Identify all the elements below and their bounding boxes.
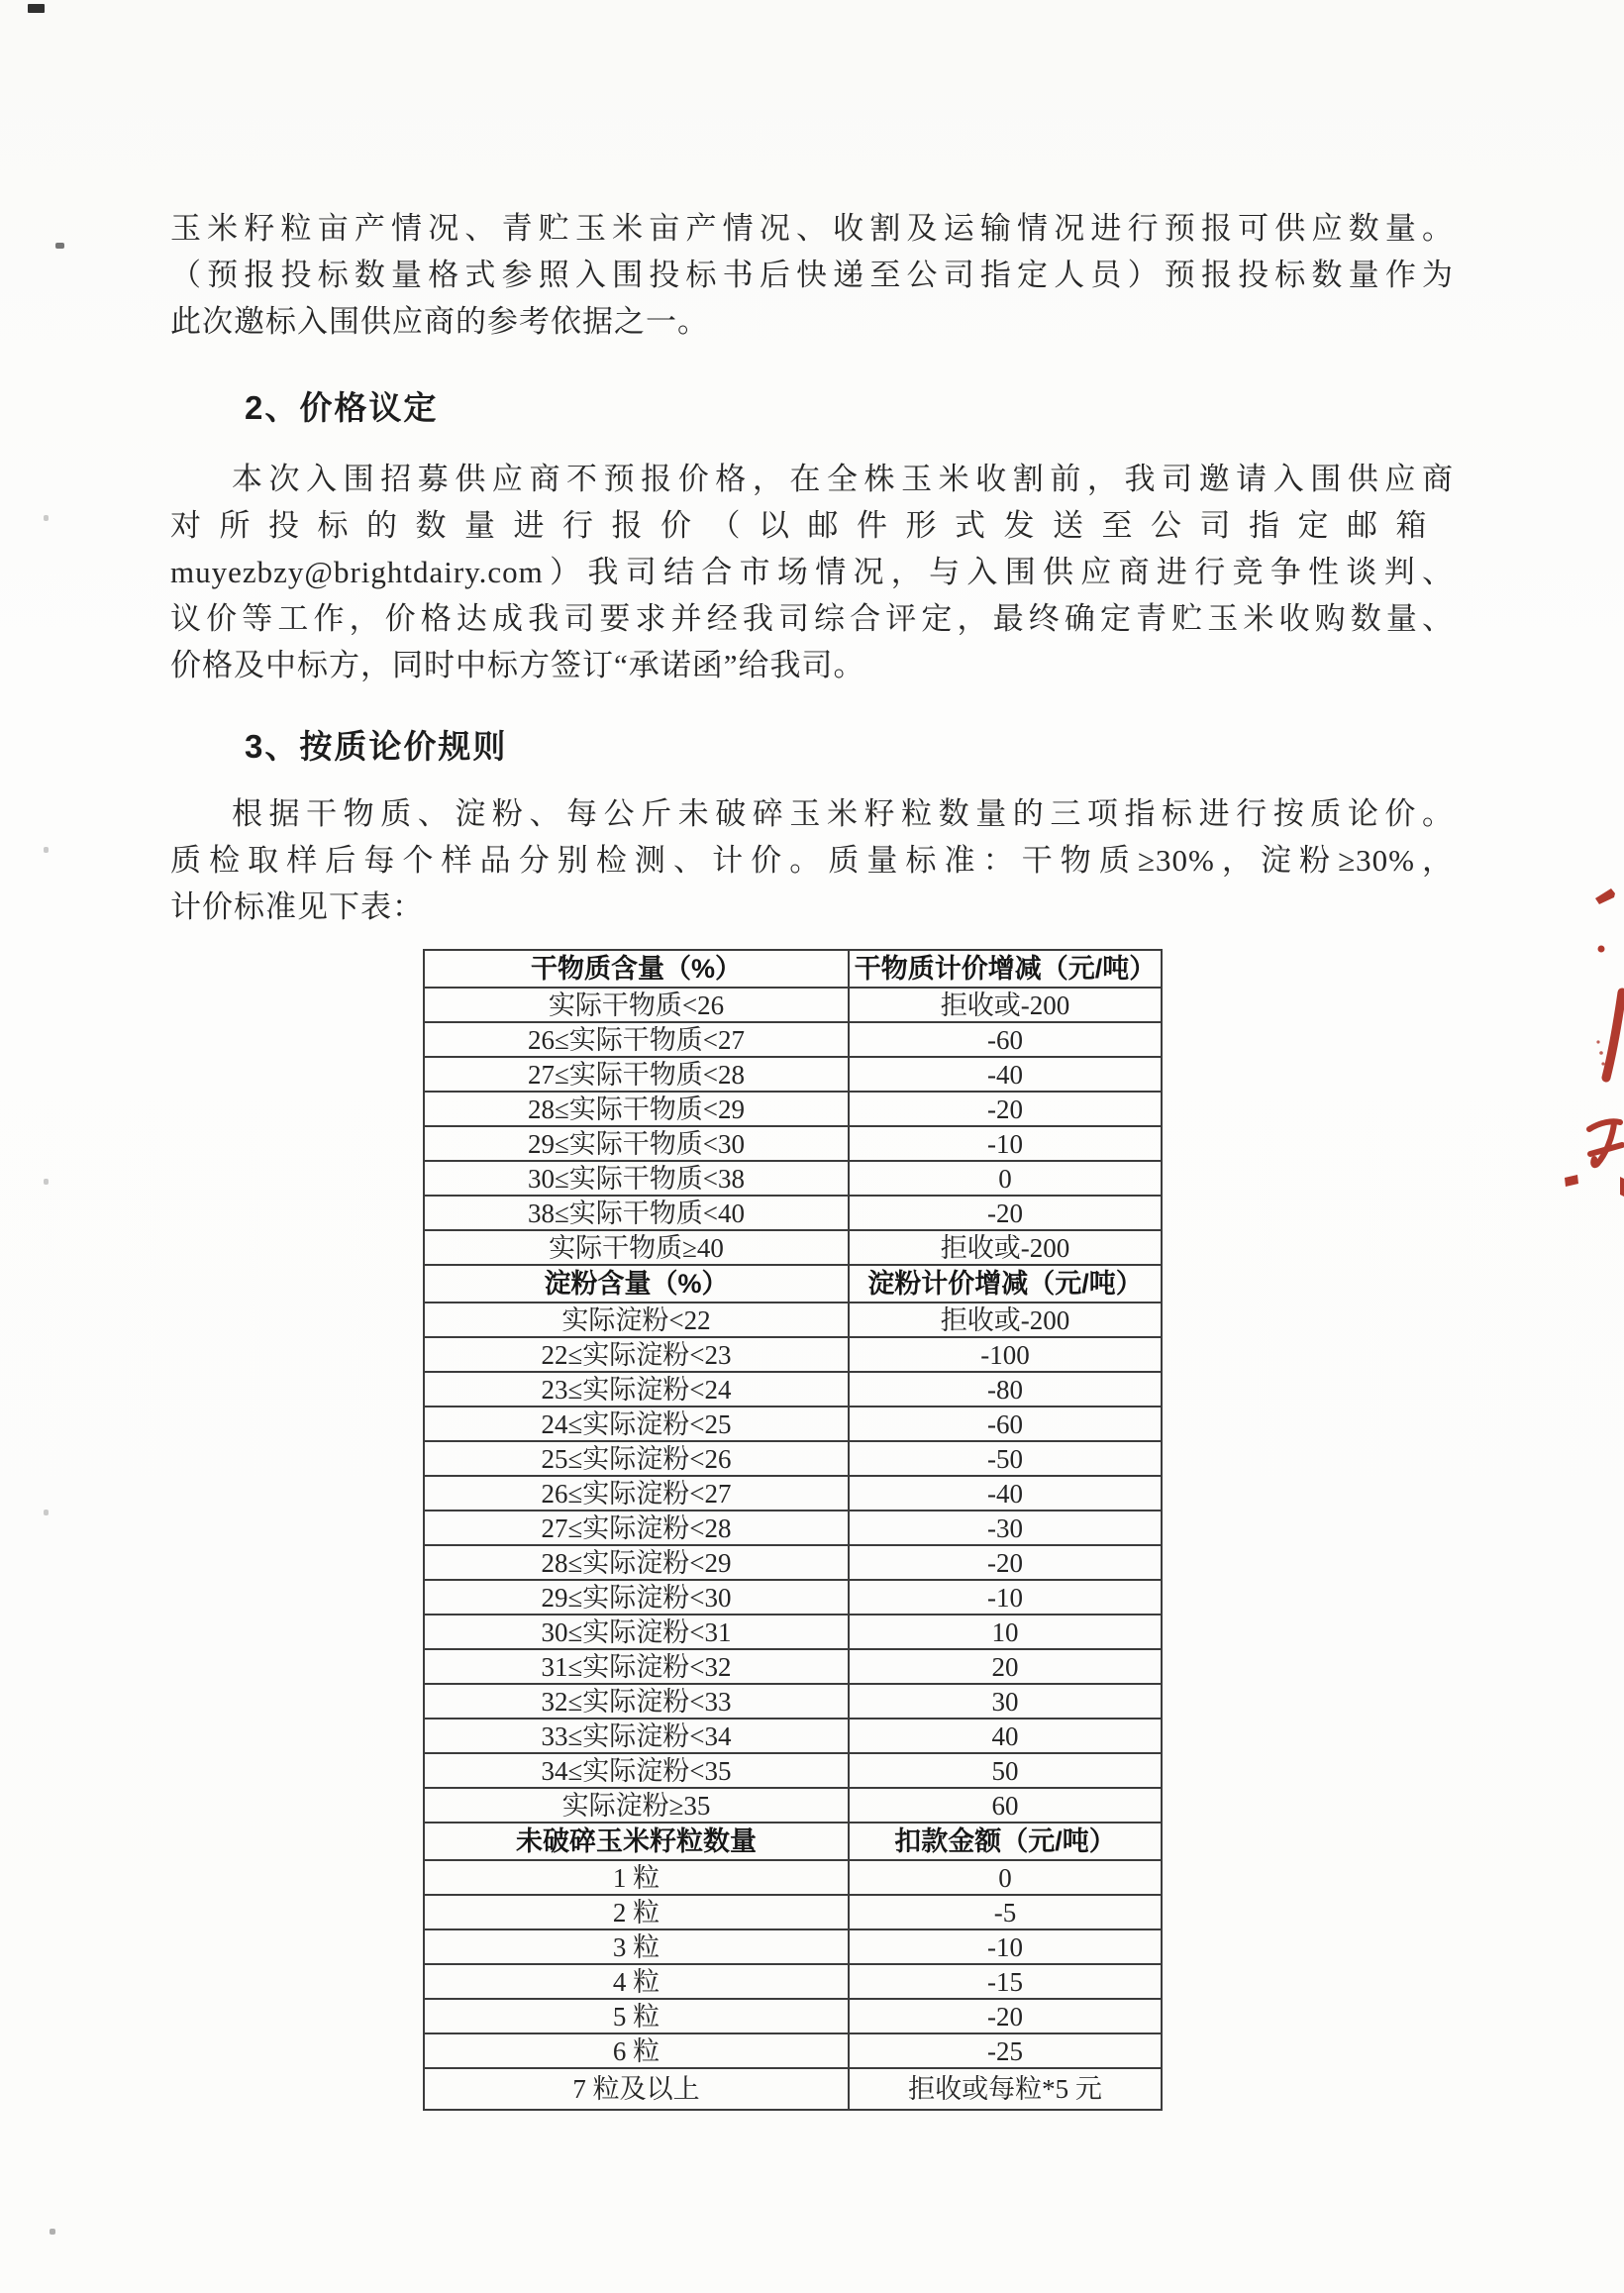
table-cell: 38≤实际干物质<40 bbox=[424, 1196, 849, 1230]
paragraph-line: 议价等工作，价格达成我司要求并经我司综合评定，最终确定青贮玉米收购数量、 bbox=[170, 601, 1454, 636]
table-cell: 40 bbox=[849, 1719, 1162, 1753]
table-cell: 27≤实际干物质<28 bbox=[424, 1057, 849, 1092]
scan-speck bbox=[44, 515, 49, 521]
pricing-table bbox=[423, 949, 1163, 2111]
paragraph-line: 根据干物质、淀粉、每公斤未破碎玉米籽粒数量的三项指标进行按质论价。 bbox=[232, 796, 1454, 831]
table-section-header-row bbox=[424, 1823, 1162, 1860]
table-row bbox=[424, 1161, 1162, 1196]
section-heading-quality-pricing: 3、按质论价规则 bbox=[245, 728, 508, 765]
table-cell: 30≤实际干物质<38 bbox=[424, 1161, 849, 1196]
table-cell: -40 bbox=[849, 1057, 1162, 1092]
table-cell: 60 bbox=[849, 1788, 1162, 1823]
table-row bbox=[424, 1057, 1162, 1092]
table-cell: 拒收或-200 bbox=[849, 1230, 1162, 1265]
table-cell: 27≤实际淀粉<28 bbox=[424, 1511, 849, 1545]
paragraph-line: 玉米籽粒亩产情况、青贮玉米亩产情况、收割及运输情况进行预报可供应数量。 bbox=[170, 211, 1454, 246]
table-row bbox=[424, 1441, 1162, 1476]
table-row bbox=[424, 1615, 1162, 1649]
table-cell: 2 粒 bbox=[424, 1895, 849, 1929]
table-row bbox=[424, 1230, 1162, 1265]
red-pen-marks bbox=[1555, 872, 1624, 1208]
paragraph-price-negotiation bbox=[170, 456, 1454, 688]
table-cell: 26≤实际淀粉<27 bbox=[424, 1476, 849, 1511]
table-cell: 1 粒 bbox=[424, 1860, 849, 1895]
table-cell: 实际淀粉<22 bbox=[424, 1303, 849, 1337]
table-cell: -40 bbox=[849, 1476, 1162, 1511]
table-cell: -15 bbox=[849, 1964, 1162, 1999]
table-section-header-row bbox=[424, 1265, 1162, 1303]
paragraph-line: 计价标准见下表： bbox=[170, 889, 424, 924]
table-cell: 拒收或-200 bbox=[849, 1303, 1162, 1337]
paragraph-line: 本次入围招募供应商不预报价格，在全株玉米收割前，我司邀请入围供应商 bbox=[232, 462, 1454, 496]
table-row bbox=[424, 1580, 1162, 1615]
scan-speck bbox=[55, 243, 64, 249]
table-cell: 7 粒及以上 bbox=[424, 2068, 849, 2110]
table-cell: -20 bbox=[849, 1999, 1162, 2033]
table-cell: 实际淀粉≥35 bbox=[424, 1788, 849, 1823]
table-row bbox=[424, 1337, 1162, 1372]
table-cell: -20 bbox=[849, 1545, 1162, 1580]
table-row bbox=[424, 1372, 1162, 1407]
table-cell: -100 bbox=[849, 1337, 1162, 1372]
paragraph-quality-pricing bbox=[170, 790, 1454, 930]
table-cell: 28≤实际淀粉<29 bbox=[424, 1545, 849, 1580]
table-cell: 50 bbox=[849, 1753, 1162, 1788]
table-cell: 5 粒 bbox=[424, 1999, 849, 2033]
table-cell: 0 bbox=[849, 1860, 1162, 1895]
table-cell: 24≤实际淀粉<25 bbox=[424, 1407, 849, 1441]
table-cell: -25 bbox=[849, 2033, 1162, 2068]
table-row bbox=[424, 1126, 1162, 1161]
table-cell: 实际干物质≥40 bbox=[424, 1230, 849, 1265]
table-cell: 22≤实际淀粉<23 bbox=[424, 1337, 849, 1372]
table-row bbox=[424, 1964, 1162, 1999]
table-cell: 6 粒 bbox=[424, 2033, 849, 2068]
paragraph-line: 质检取样后每个样品分别检测、计价。质量标准：干物质≥30%，淀粉≥30%， bbox=[170, 843, 1454, 878]
table-cell: 4 粒 bbox=[424, 1964, 849, 1999]
table-cell: 3 粒 bbox=[424, 1929, 849, 1964]
table-cell: -10 bbox=[849, 1580, 1162, 1615]
table-cell: -20 bbox=[849, 1092, 1162, 1126]
paragraph-line: 价格及中标方，同时中标方签订“承诺函”给我司。 bbox=[170, 648, 865, 682]
table-cell: 30 bbox=[849, 1684, 1162, 1719]
table-cell: -20 bbox=[849, 1196, 1162, 1230]
table-cell: 30≤实际淀粉<31 bbox=[424, 1615, 849, 1649]
table-row bbox=[424, 988, 1162, 1022]
table-cell: 29≤实际淀粉<30 bbox=[424, 1580, 849, 1615]
table-section-header-cell: 干物质含量（%） bbox=[424, 950, 849, 988]
table-cell: -60 bbox=[849, 1022, 1162, 1057]
table-row bbox=[424, 2033, 1162, 2068]
table-cell: -50 bbox=[849, 1441, 1162, 1476]
table-row bbox=[424, 1303, 1162, 1337]
table-cell: 31≤实际淀粉<32 bbox=[424, 1649, 849, 1684]
table-section-header-cell: 扣款金额（元/吨） bbox=[849, 1823, 1162, 1860]
table-cell: -80 bbox=[849, 1372, 1162, 1407]
table-cell: -10 bbox=[849, 1929, 1162, 1964]
table-cell: 28≤实际干物质<29 bbox=[424, 1092, 849, 1126]
scan-speck bbox=[50, 2229, 55, 2235]
paragraph-forecast bbox=[170, 205, 1454, 345]
table-cell: 29≤实际干物质<30 bbox=[424, 1126, 849, 1161]
table-cell: 33≤实际淀粉<34 bbox=[424, 1719, 849, 1753]
table-row bbox=[424, 1407, 1162, 1441]
table-cell: 实际干物质<26 bbox=[424, 988, 849, 1022]
paragraph-line: （预报投标数量格式参照入围投标书后快递至公司指定人员）预报投标数量作为 bbox=[170, 258, 1454, 292]
paragraph-line: 此次邀标入围供应商的参考依据之一。 bbox=[170, 304, 709, 339]
table-row bbox=[424, 1511, 1162, 1545]
table-row bbox=[424, 1999, 1162, 2033]
table-section-header-cell: 淀粉计价增减（元/吨） bbox=[849, 1265, 1162, 1303]
table-row bbox=[424, 1022, 1162, 1057]
table-cell: 拒收或每粒*5 元 bbox=[849, 2068, 1162, 2110]
table-row bbox=[424, 1545, 1162, 1580]
table-cell: 26≤实际干物质<27 bbox=[424, 1022, 849, 1057]
table-row bbox=[424, 1788, 1162, 1823]
table-cell: 23≤实际淀粉<24 bbox=[424, 1372, 849, 1407]
paragraph-line: muyezbzy@brightdairy.com）我司结合市场情况，与入围供应商进行竞争性谈判、 bbox=[170, 555, 1454, 589]
scan-corner-mark bbox=[28, 4, 45, 13]
table-row bbox=[424, 1092, 1162, 1126]
table-section-header-cell: 淀粉含量（%） bbox=[424, 1265, 849, 1303]
paragraph-line: 对所投标的数量进行报价（以邮件形式发送至公司指定邮箱 bbox=[170, 508, 1445, 543]
pricing-table-body bbox=[424, 950, 1162, 2110]
table-row bbox=[424, 1196, 1162, 1230]
table-section-header-cell: 未破碎玉米籽粒数量 bbox=[424, 1823, 849, 1860]
table-cell: 32≤实际淀粉<33 bbox=[424, 1684, 849, 1719]
section-heading-price-negotiation: 2、价格议定 bbox=[245, 389, 439, 426]
scan-speck bbox=[44, 1510, 49, 1515]
table-cell: 0 bbox=[849, 1161, 1162, 1196]
table-cell: 10 bbox=[849, 1615, 1162, 1649]
table-row bbox=[424, 2068, 1162, 2110]
table-row bbox=[424, 1476, 1162, 1511]
table-section-header-row bbox=[424, 950, 1162, 988]
table-cell: 20 bbox=[849, 1649, 1162, 1684]
table-cell: 拒收或-200 bbox=[849, 988, 1162, 1022]
table-cell: -60 bbox=[849, 1407, 1162, 1441]
table-row bbox=[424, 1860, 1162, 1895]
table-row bbox=[424, 1649, 1162, 1684]
scan-speck bbox=[44, 1179, 49, 1185]
table-row bbox=[424, 1929, 1162, 1964]
table-row bbox=[424, 1895, 1162, 1929]
table-row bbox=[424, 1684, 1162, 1719]
table-cell: 34≤实际淀粉<35 bbox=[424, 1753, 849, 1788]
scan-speck bbox=[44, 847, 49, 853]
table-row bbox=[424, 1753, 1162, 1788]
table-cell: -10 bbox=[849, 1126, 1162, 1161]
table-row bbox=[424, 1719, 1162, 1753]
table-cell: 25≤实际淀粉<26 bbox=[424, 1441, 849, 1476]
table-cell: -5 bbox=[849, 1895, 1162, 1929]
table-cell: -30 bbox=[849, 1511, 1162, 1545]
table-section-header-cell: 干物质计价增减（元/吨） bbox=[849, 950, 1162, 988]
